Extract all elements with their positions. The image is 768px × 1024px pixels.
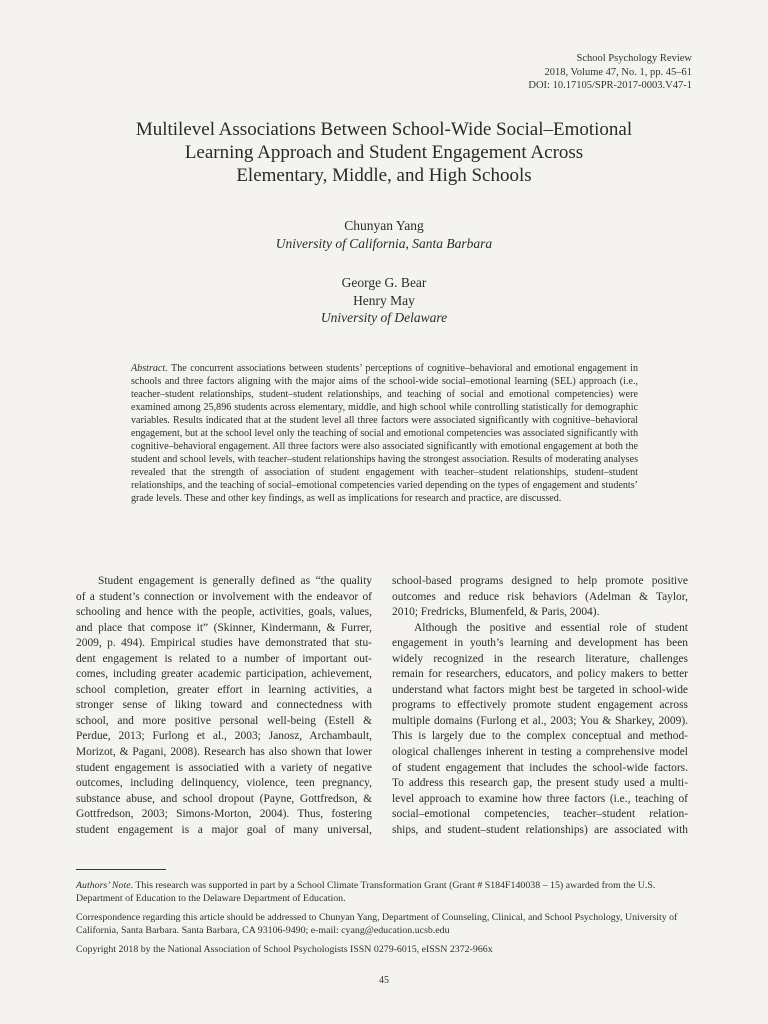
body-line: comes, including greater academic participation, achievement, <box>76 668 372 681</box>
author-affiliation: University of Delaware <box>320 310 448 325</box>
authors-note <box>76 879 692 905</box>
body-line: This is largely due to the complex conceptual and method- <box>392 730 688 743</box>
author-name: Chunyan Yang <box>344 218 424 233</box>
abstract-label: Abstract. <box>131 363 168 374</box>
body-line: social–emotional competencies, teacher–student relation- <box>392 808 688 821</box>
body-line: of student engagement that includes the school-wide factors. <box>392 761 688 774</box>
page-number: 45 <box>379 975 389 986</box>
author-affiliation: University of California, Santa Barbara <box>275 235 493 251</box>
authors-note-text: . This research was supported in part by a School Climate Transformation Grant (Grant # S184F140038 – 15) awarded from the U.S. Department of Education to the Delaware Department of Education. <box>76 880 656 904</box>
body-line: school, and more positive personal well-being (Estell & <box>76 714 372 727</box>
body-line: Morizot, & Pagani, 2008). Research has also shown that lower <box>76 746 372 759</box>
body-line: understand what factors might best be targeted in school-wide <box>392 683 688 696</box>
body-line: dent engagement is related to a number of important out- <box>76 652 372 665</box>
body-line: engagement in youth’s learning and development has been <box>392 637 688 650</box>
body-line: outcomes, including delinquency, violence, teen pregnancy, <box>76 777 372 790</box>
body-line: Although the positive and essential role of student <box>414 621 688 634</box>
title-line: Multilevel Associations Between School-Wide Social–Emotional <box>135 119 633 140</box>
title-line: Learning Approach and Student Engagement Across <box>184 142 584 163</box>
footnote-divider <box>76 869 166 870</box>
body-line: 2009, p. 494). Empirical studies have demonstrated that stu- <box>76 637 372 650</box>
body-line: substance abuse, and school dropout (Payne, Gottfredson, & <box>76 792 372 805</box>
journal-header <box>392 52 692 93</box>
article-title <box>90 118 678 187</box>
body-line: multiple domains (Furlong et al., 2003; You & Sharkey, 2009). <box>392 714 688 727</box>
author-block <box>90 217 678 252</box>
body-column-left <box>76 574 372 838</box>
body-line: ships, and student–student relationships) are associated with <box>392 823 688 836</box>
body-line: widely recognized in the research literature, challenges <box>392 652 688 665</box>
body-line: remain for researchers, educators, and policy makers to better <box>392 668 688 681</box>
body-line: school-based programs designed to help promote positive <box>392 575 688 587</box>
abstract <box>131 363 638 505</box>
author-name: George G. Bear <box>341 275 427 290</box>
body-line: 2010; Fredricks, Blumenfeld, & Paris, 2004). <box>392 606 600 619</box>
body-line: school completion, greater effort in learning activities, a <box>76 683 372 696</box>
body-line: stronger sense of liking toward and connectedness with <box>76 699 372 712</box>
title-line: Elementary, Middle, and High Schools <box>236 165 532 186</box>
author-block <box>90 274 678 327</box>
body-line: student engagement is associatied with a variety of negative <box>76 761 372 774</box>
body-line: programs to effectively promote student engagement across <box>392 699 688 712</box>
body-column-right <box>392 574 688 838</box>
body-line: Student engagement is generally defined as “the quality <box>98 575 372 587</box>
body-line: Gottfredson, 2003; Simons-Morton, 2004). Thus, fostering <box>76 808 372 821</box>
body-line: of a student’s connection or involvement with the endeavor of <box>76 590 372 603</box>
body-line: outcomes and reduce risk behaviors (Adelman & Taylor, <box>392 590 688 603</box>
body-line: student engagement is a major goal of many universal, <box>76 823 372 836</box>
abstract-text: The concurrent associations between students’ perceptions of cognitive–behavioral and emotional engagement in schools and three factors aligning with the major aims of the school-wide social–emotional learning (SEL) approach (i.e., teacher–student relationships, student–student relationships, and teaching of social and emotional competencies) were examined among 25,896 students across elementary, middle, and high school while controlling statistically for demographic variables. Results indicated that at the student level all three factors were associated significantly with cognitive–behavioral engagement, but at the school level only the teaching of social and emotional competencies was associated significantly with cognitive–behavioral engagement. All three factors were also associated significantly with emotional engagement at both the student and school levels, with teacher–student relationships having the strongest association. Results of moderating analyses revealed that the strength of association of student engagement with teacher–student relationships, student–student relationships, and the teaching of social–emotional competencies varied depending on the types of engagement and students’ grade levels. These and other key findings, as well as implications for research and practice, are discussed. <box>131 363 639 504</box>
journal-doi: DOI: 10.17105/SPR-2017-0003.V47-1 <box>528 80 692 91</box>
journal-name: School Psychology Review <box>576 53 692 64</box>
author-name: Henry May <box>353 292 415 308</box>
footnotes <box>76 879 692 962</box>
authors-note-label: Authors’ Note <box>76 880 131 891</box>
body-line: schooling and hence with the people, activities, goals, values, <box>76 606 372 619</box>
body-line: and place that compose it” (Skinner, Kindermann, & Furrer, <box>76 621 372 634</box>
correspondence-note: Correspondence regarding this article should be addressed to Chunyan Yang, Department of Counseling, Clinical, and School Psychology, University of California, Santa Barbara. Santa Barbara, CA 93106-9490; e-mail: cyang@education.ucsb.edu <box>76 912 678 936</box>
body-line: ological challenges inherent in testing a comprehensive model <box>392 746 688 759</box>
journal-issue: 2018, Volume 47, No. 1, pp. 45–61 <box>544 66 692 78</box>
body-line: level approach to examine how three factors (i.e., teaching of <box>392 792 688 805</box>
body-line: To address this research gap, the present study used a multi- <box>392 777 688 790</box>
body-line: Perdue, 2013; Furlong et al., 2003; Janosz, Archambault, <box>76 730 372 743</box>
copyright-note: Copyright 2018 by the National Association of School Psychologists ISSN 0279-6015, eISSN 2372-966x <box>76 944 493 955</box>
